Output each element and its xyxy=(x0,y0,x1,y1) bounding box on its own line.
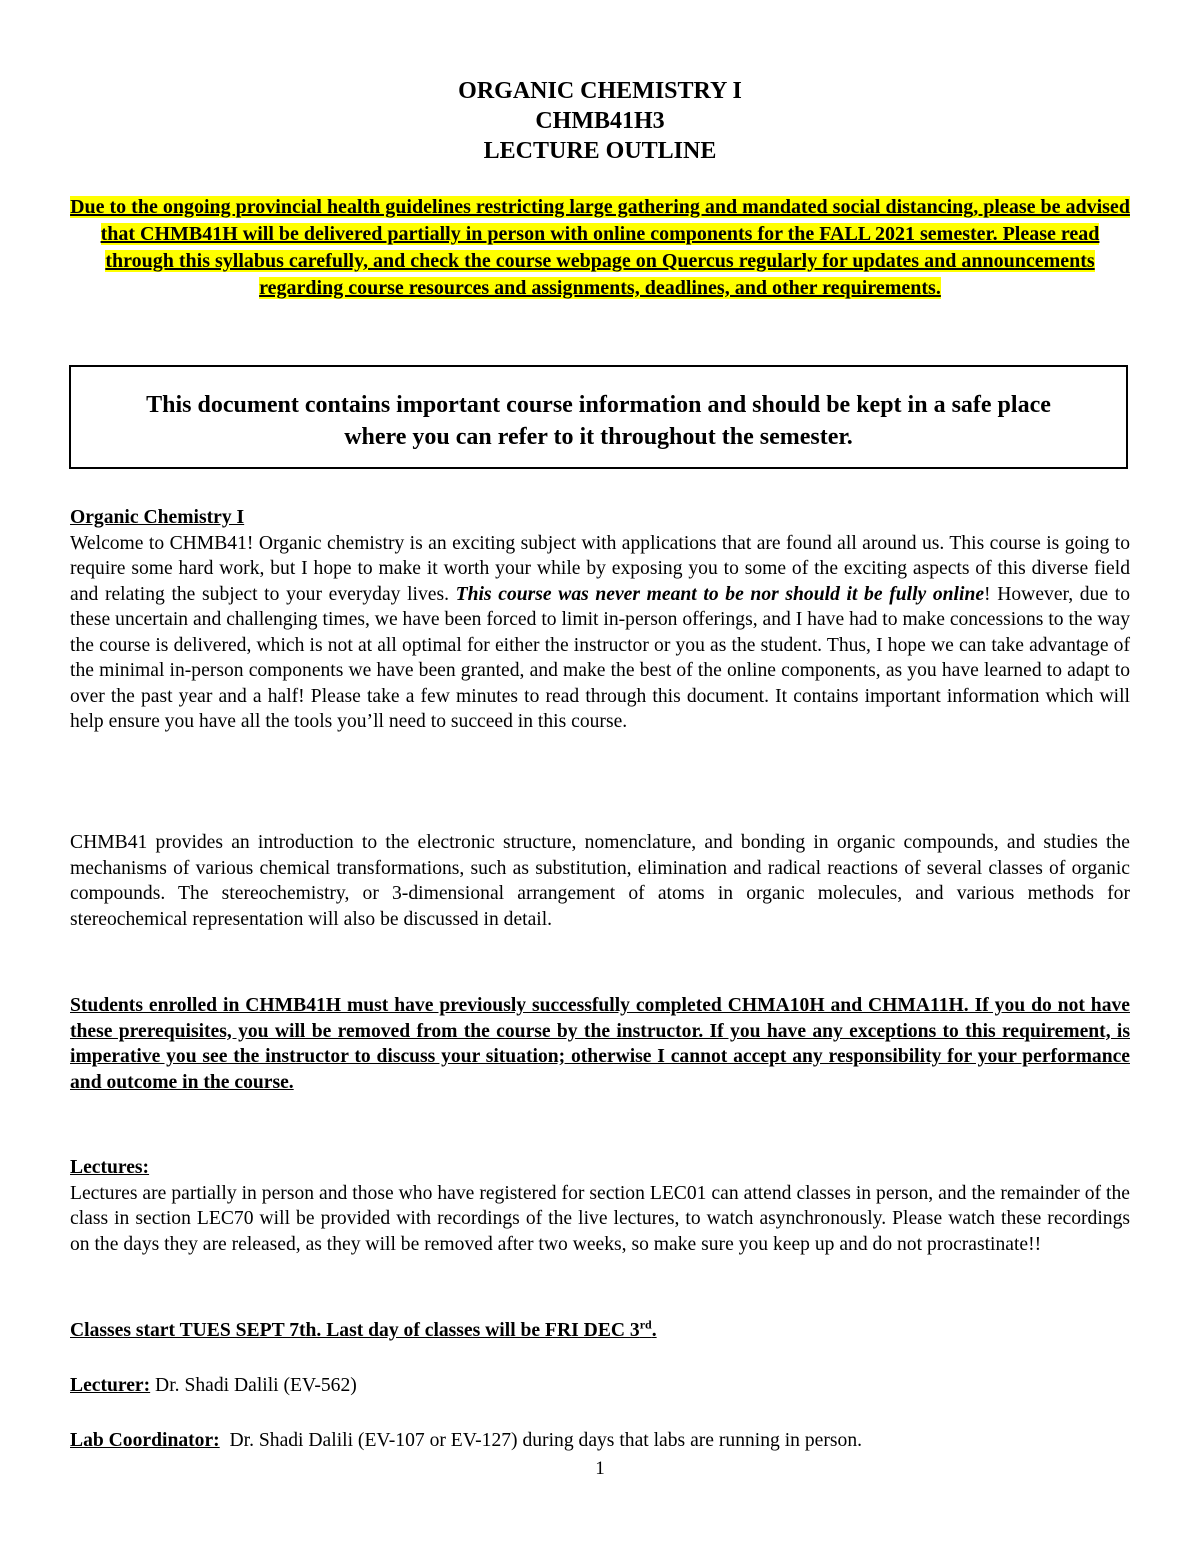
class-dates xyxy=(70,1318,1130,1344)
lecturer-value: Dr. Shadi Dalili (EV-562) xyxy=(150,1375,357,1396)
lecturer-label: Lecturer: xyxy=(70,1375,151,1396)
covid-notice-text: Due to the ongoing provincial health guidelines restricting large gathering and mandated social distancing, please be advised that CHMB41H will be delivered partially in person with online components for the FALL 2021 semester. Please read through this syllabus carefully, and check the course webpage on Quercus regularly for updates and announcements regarding course resources and assignments, deadlines, and other requirements. xyxy=(70,196,1130,299)
intro-paragraph xyxy=(70,531,1130,735)
intro-italic-emphasis: This course was never meant to be nor should it be fully online xyxy=(455,583,985,605)
prerequisite-warning: Students enrolled in CHMB41H must have previously successfully completed CHMA10H and CHMA11H. If you do not have these prerequisites, you will be removed from the course by the instructor. If you have any exceptions to this requirement, is imperative you see the instructor to discuss your situation; otherwise I cannot accept any responsibility for your performance and outcome in the course. xyxy=(70,995,1130,1093)
lecturer-line xyxy=(70,1373,1130,1399)
important-info-line-2: where you can refer to it throughout the semester. xyxy=(344,424,853,450)
intro-text-part-2: ! However, due to these uncertain and challenging times, we have been forced to limit in-person offerings, and I have had to make concessions to the way the course is delivered, which is not at all optimal for either the instructor or you as the student. Thus, I hope we can take advantage of the minimal in-person components we have been granted, and make the best of the online components, as you have learned to adapt to over the past year and a half! Please take a few minutes to read through this document. It contains important information which will help ensure you have all the tools you’ll need to succeed in this course. xyxy=(70,583,1130,732)
intro-heading: Organic Chemistry I xyxy=(70,507,245,528)
lab-coordinator-line xyxy=(70,1428,1130,1454)
course-description: CHMB41 provides an introduction to the electronic structure, nomenclature, and bonding in organic compounds, and studies the mechanisms of various chemical transformations, such as substitution, elimination and radical reactions of several classes of organic compounds. The stereochemistry, or 3-dimensional arrangement of atoms in organic molecules, and various methods for stereochemical representation will also be discussed in detail. xyxy=(70,832,1130,930)
lab-coordinator-label: Lab Coordinator: xyxy=(70,1430,220,1451)
important-info-line-1: This document contains important course information and should be kept in a safe place xyxy=(146,392,1051,418)
intro-section xyxy=(70,505,1130,735)
course-code: CHMB41H3 xyxy=(535,108,665,134)
outline-title: LECTURE OUTLINE xyxy=(483,138,717,164)
lectures-section xyxy=(70,1155,1130,1257)
intro-text-part-1: Welcome to CHMB41! Organic chemistry is an exciting subject with applications that are found all around us. This course is going to require some hard work, but I hope to make it worth your while by exposing you to some of the exciting aspects of this diverse field and relating the subject to your everyday lives. xyxy=(70,532,1130,605)
page-number: 1 xyxy=(595,1458,605,1479)
lectures-text: Lectures are partially in person and those who have registered for section LEC01 can attend classes in person, and the remainder of the class in section LEC70 will be provided with recordings of the live lectures, to watch asynchronously. Please watch these recordings on the days they are released, as they will be removed after two weeks, so make sure you keep up and do not procrastinate!! xyxy=(70,1182,1130,1255)
document-header xyxy=(0,76,1200,166)
covid-notice xyxy=(70,194,1130,302)
class-dates-text: Classes start TUES SEPT 7th. Last day of classes will be FRI DEC 3rd. xyxy=(70,1317,657,1341)
lectures-heading: Lectures: xyxy=(70,1157,150,1178)
lab-coordinator-value: Dr. Shadi Dalili (EV-107 or EV-127) during days that labs are running in person. xyxy=(219,1430,863,1451)
course-title: ORGANIC CHEMISTRY I xyxy=(458,78,742,104)
important-info-box xyxy=(69,365,1128,469)
